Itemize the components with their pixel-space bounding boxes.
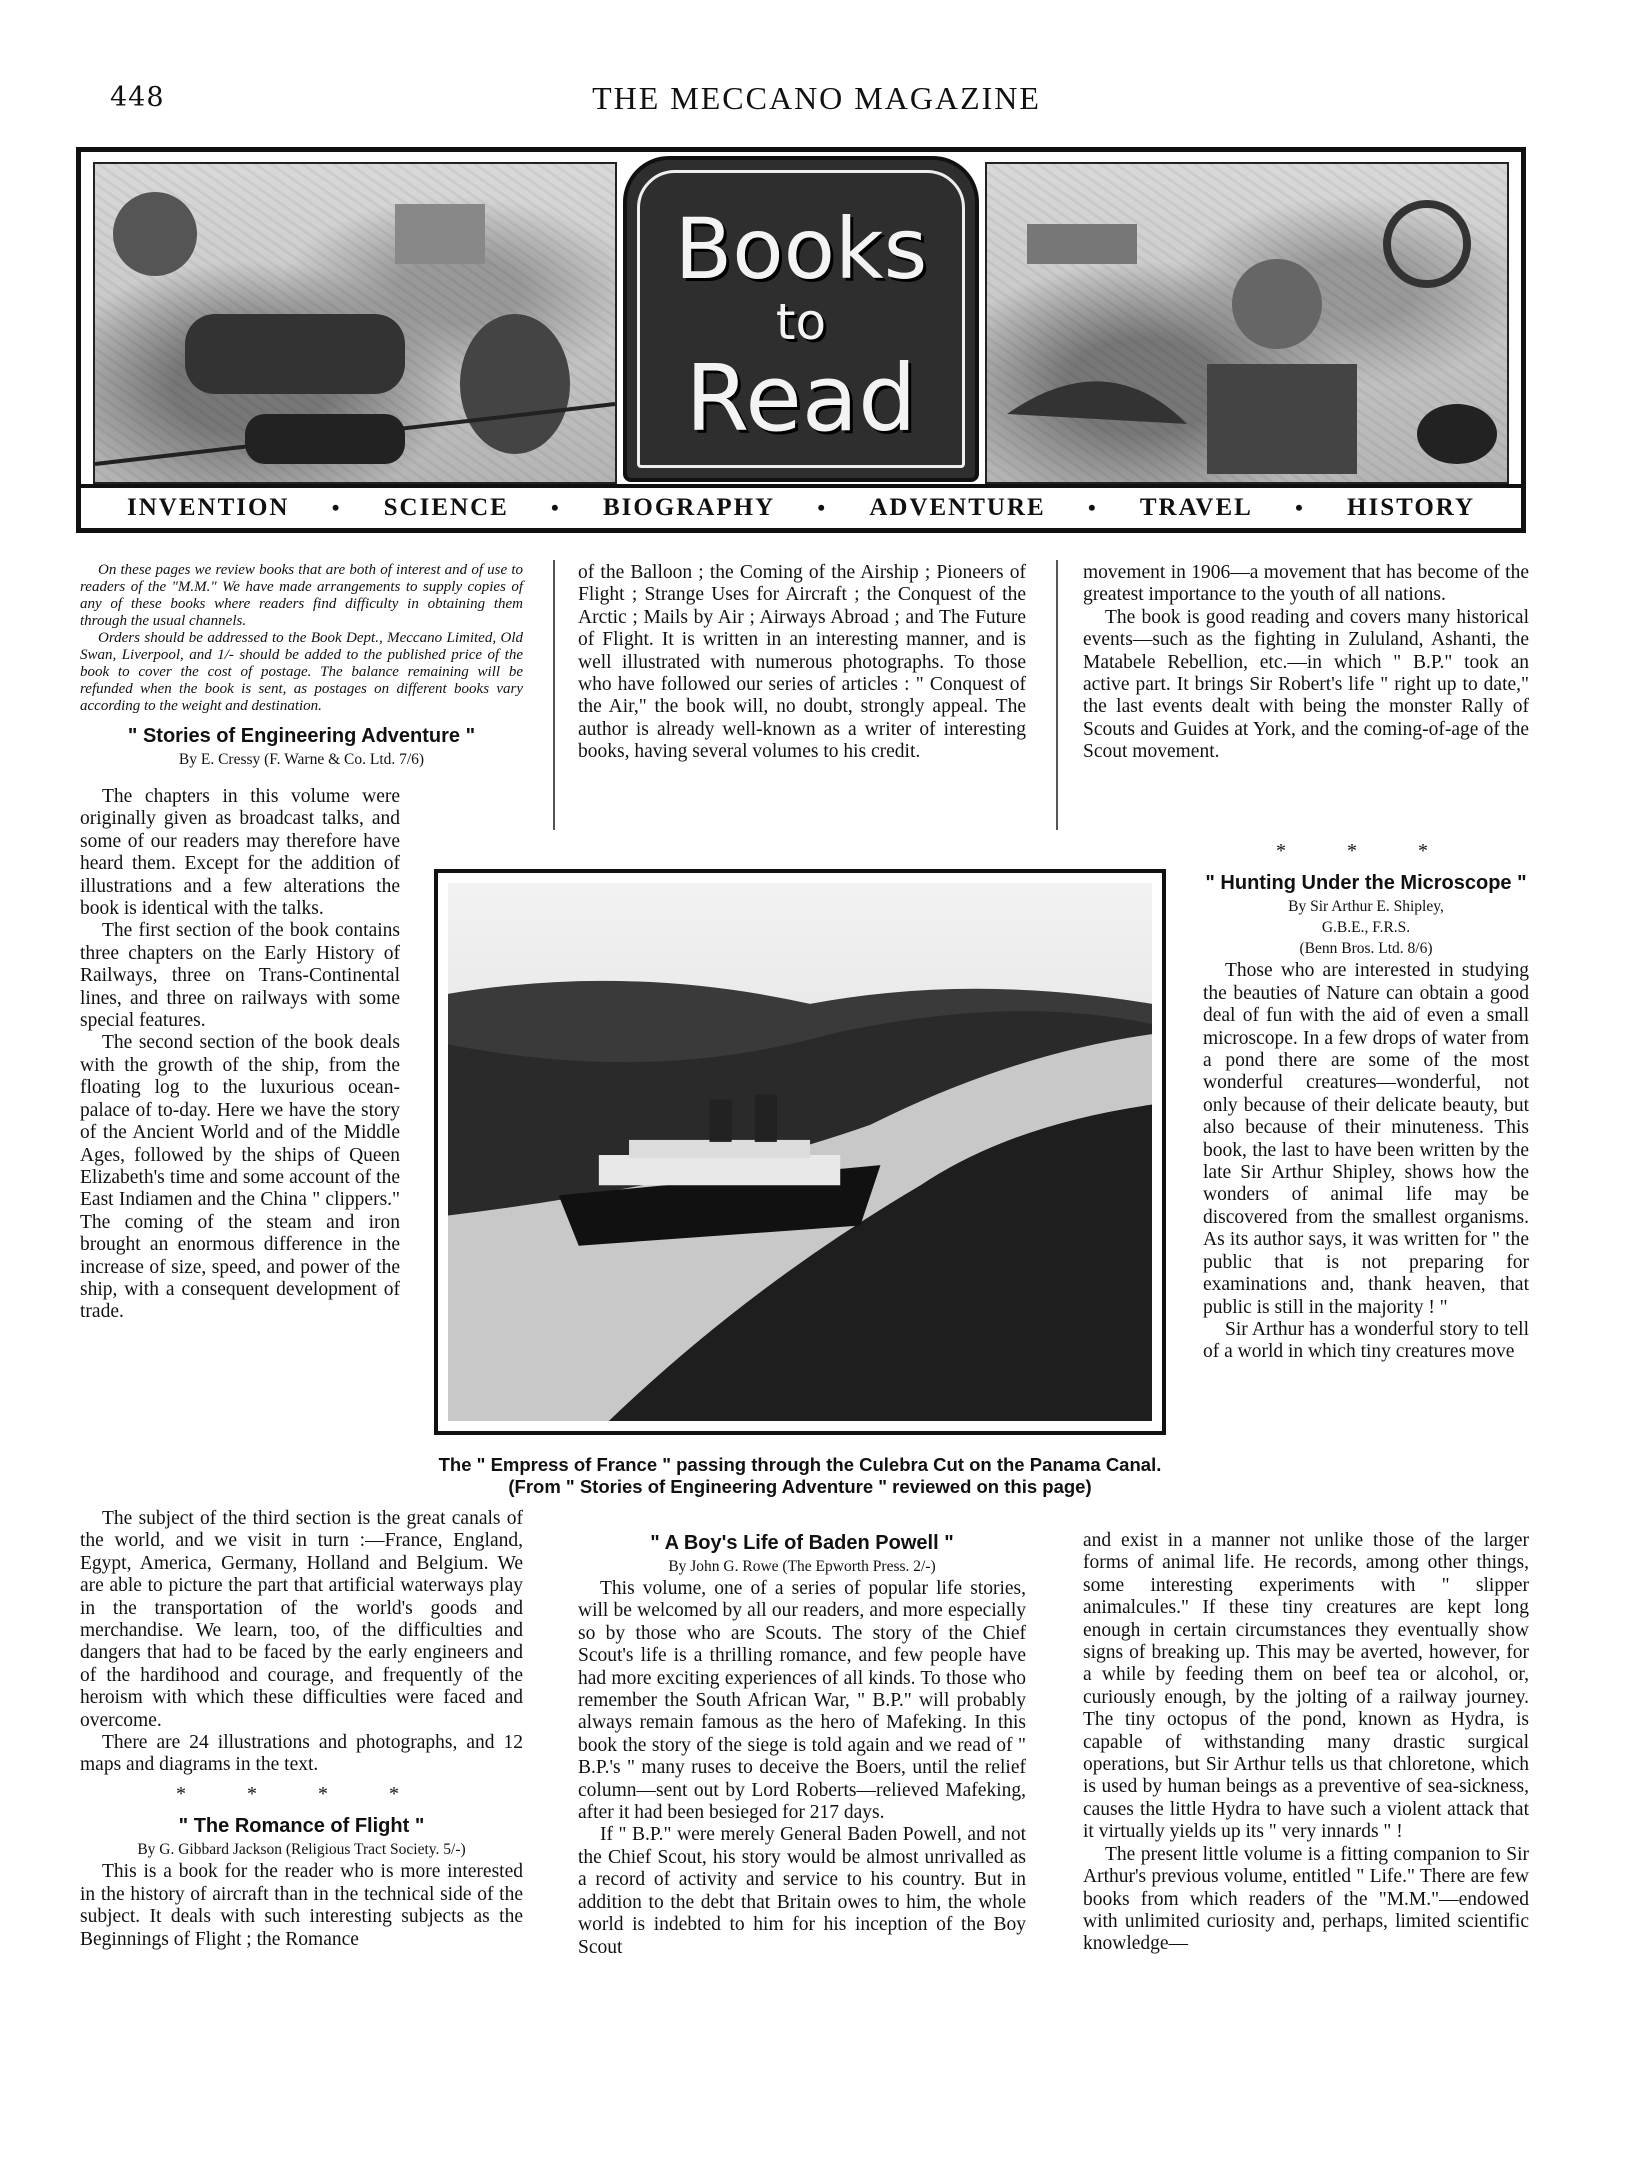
intro-paragraph: On these pages we review books that are both of interest and of use to readers of the "M.M." We have made arrangements to supply copies of any of these books where readers find difficulty in obtaining them through the usual channels. bbox=[80, 562, 523, 629]
category-adventure: ADVENTURE bbox=[869, 494, 1046, 521]
banner-plaque bbox=[623, 156, 979, 482]
review-title: " A Boy's Life of Baden Powell " bbox=[650, 1532, 954, 1554]
column-3-lower bbox=[1083, 1530, 1529, 1956]
paragraph: The book is good reading and covers many historical events—such as the fighting in Zululand, Ashanti, the Matabele Rebellion, etc.—in which " B.P." took an active part. It brings Sir Robert's life " right up to date," the last events dealt with being the monster Rally of Scouts and Guides at York, and the coming-of-age of the Scout movement. bbox=[1083, 606, 1529, 763]
plaque-books: Books bbox=[674, 200, 928, 298]
plaque-read: Read bbox=[685, 345, 917, 452]
section-separator: * * * bbox=[1276, 840, 1456, 862]
paragraph: Sir Arthur has a wonderful story to tell of a world in which tiny creatures move bbox=[1203, 1318, 1529, 1363]
paragraph: The second section of the book deals with the growth of the ship, from the floating log to the luxurious ocean-palace of to-day. Here we have the story of the Ancient World and of the Middle Ages, followed by the ships of Queen Elizabeth's time and some account of the East Indiamen and the China " clippers." The coming of the steam and iron brought an enormous difference in the increase of size, speed, and power of the ship, with a consequent development of trade. bbox=[80, 1032, 400, 1323]
category-invention: INVENTION bbox=[127, 494, 290, 521]
books-to-read-banner bbox=[76, 147, 1526, 533]
column-2-lower bbox=[578, 1522, 1026, 1959]
column-3-narrow bbox=[1203, 834, 1529, 1364]
paragraph: There are 24 illustrations and photographs, and 12 maps and diagrams in the text. bbox=[80, 1732, 523, 1776]
paragraph: If " B.P." were merely General Baden Powell, and not the Chief Scout, his story would be almost unrivalled as a record of activity and service to his country. But in addition to the debt that Britain owes to him, the whole world is indebted to him for his inception of the Boy Scout bbox=[578, 1824, 1026, 1958]
category-separator: • bbox=[817, 495, 828, 520]
paragraph: This is a book for the reader who is more interested in the history of aircraft than in the technical side of the subject. It deals with such interesting subjects as the Beginnings of Flight ; the Romance bbox=[80, 1861, 523, 1950]
plaque-to: to bbox=[775, 293, 827, 351]
intro-paragraph: Orders should be addressed to the Book Dept., Meccano Limited, Old Swan, Liverpool, and 1/- should be added to the published price of the book to cover the cost of postage. The balance remaining will be refunded when the book is sent, as postages on different books vary according to the weight and destination. bbox=[80, 630, 523, 714]
column-1 bbox=[80, 562, 523, 771]
paragraph: This volume, one of a series of popular life stories, will be welcomed by all our readers, and more especially so by those who are Scouts. The story of the Chief Scout's life is a thrilling romance, and few people have had more exciting experiences of all kinds. To those who remember the South African War, " B.P." will probably always remain famous as the hero of Mafeking. In this book the story of the siege is told again and we read of " B.P.'s " many ruses to deceive the Boers, until the relief column—sent out by Lord Roberts—relieved Mafeking, after it had been besieged for 217 days. bbox=[578, 1578, 1026, 1824]
running-title: THE MECCANO MAGAZINE bbox=[592, 80, 1041, 116]
ship-photo bbox=[434, 869, 1166, 1435]
review-byline: G.B.E., F.R.S. bbox=[1321, 919, 1411, 937]
review-byline: By E. Cressy (F. Warne & Co. Ltd. 7/6) bbox=[178, 751, 425, 768]
category-biography: BIOGRAPHY bbox=[602, 494, 776, 521]
category-separator: • bbox=[331, 495, 342, 520]
photo-caption: The " Empress of France " passing through the Culebra Cut on the Panama Canal. (From " Stories of Engineering Adventure " reviewed on this page) bbox=[438, 1454, 1162, 1497]
paragraph: Those who are interested in studying the beauties of Nature can obtain a good deal of fun with the aid of even a small microscope. In a few drops of water from a pond there are some of the most wonderful creatures—wonderful, not only because of their delicate beauty, but also because of their minuteness. This book, the last to have been written by the late Sir Arthur Shipley, shows how the wonders of animal life may be discovered from the smallest organisms. As its author says, it was written for " the public that is not preparing for examinations and, thank heaven, that public is still in the majority ! " bbox=[1203, 960, 1529, 1318]
column-rule bbox=[1056, 560, 1058, 830]
column-2 bbox=[578, 562, 1026, 764]
category-separator: • bbox=[551, 495, 561, 520]
page-number: 448 bbox=[110, 82, 165, 113]
review-byline: By Sir Arthur E. Shipley, bbox=[1288, 898, 1444, 916]
review-title: " The Romance of Flight " bbox=[178, 1815, 425, 1838]
column-1-narrow bbox=[80, 786, 400, 1324]
category-separator: • bbox=[1295, 495, 1305, 520]
column-3 bbox=[1083, 562, 1529, 764]
section-separator: * * * * bbox=[176, 1782, 427, 1805]
category-science: SCIENCE bbox=[383, 494, 509, 521]
paragraph: movement in 1906—a movement that has become of the greatest importance to the youth of all nations. bbox=[1083, 562, 1529, 606]
paragraph: The subject of the third section is the great canals of the world, and we visit in turn :—France, England, Egypt, America, Germany, Holland and Belgium. We are able to picture the part that artificial waterways play in the transportation of the world's goods and merchandise. We learn, too, of the difficulties and dangers that had to be faced by the early engineers and of the hardihood and courage, and frequently of the heroism with which these difficulties were faced and overcome. bbox=[80, 1508, 523, 1731]
paragraph: and exist in a manner not unlike those of the larger forms of animal life. He records, among other things, some interesting experiments with " slipper animalcules." If these tiny creatures are kept long enough in certain circumstances they eventually show signs of breaking up. This may be averted, however, for a while by feeding them on beef tea or alcohol, or, curiously enough, by the jolting of a railway journey. The tiny octopus of the pond, known as Hydra, is capable of withstanding many drastic surgical operations, but Sir Arthur tells us that chloretone, which is used by human beings as a preventive of sea-sickness, causes the little Hydra to have such a violent attack that it virtually yields up its " very innards " ! bbox=[1083, 1530, 1529, 1843]
category-separator: • bbox=[1087, 495, 1098, 520]
paragraph: of the Balloon ; the Coming of the Airship ; Pioneers of Flight ; Strange Uses for Aircraft ; the Conquest of the Arctic ; Mails by Air ; Airways Abroad ; and The Future of Flight. It is written in an interesting manner, and is well illustrated with numerous photographs. To those who have followed our series of articles : " Conquest of the Air," the book will, no doubt, strongly appeal. The author is already well-known as a writer of interesting books, having several volumes to his credit. bbox=[578, 562, 1026, 763]
category-travel: TRAVEL bbox=[1139, 494, 1253, 521]
paragraph: The chapters in this volume were originally given as broadcast talks, and some of our readers may therefore have heard them. Except for the addition of illustrations and a few alterations the book is identical with the talks. bbox=[80, 786, 400, 920]
review-byline: By John G. Rowe (The Epworth Press. 2/-) bbox=[668, 1558, 936, 1575]
column-1-lower bbox=[80, 1508, 523, 1951]
column-rule bbox=[553, 560, 555, 830]
review-title: " Stories of Engineering Adventure " bbox=[127, 725, 476, 747]
banner-illustration-left bbox=[93, 162, 617, 484]
category-strip bbox=[81, 484, 1521, 528]
review-title: " Hunting Under the Microscope " bbox=[1205, 872, 1527, 895]
banner-illustration-right bbox=[985, 162, 1509, 484]
paragraph: The present little volume is a fitting companion to Sir Arthur's previous volume, entitled " Life." There are few books from which readers of the "M.M."—endowed with unlimited curiosity and, perhaps, limited scientific knowledge— bbox=[1083, 1843, 1529, 1955]
intro-notice bbox=[80, 562, 523, 715]
paragraph: The first section of the book contains three chapters on the Early History of Railways, three on Trans-Continental lines, and three on railways with some special features. bbox=[80, 920, 400, 1032]
review-byline: By G. Gibbard Jackson (Religious Tract Society. 5/-) bbox=[137, 1841, 466, 1859]
review-byline: (Benn Bros. Ltd. 8/6) bbox=[1299, 940, 1433, 958]
category-history: HISTORY bbox=[1347, 494, 1475, 521]
